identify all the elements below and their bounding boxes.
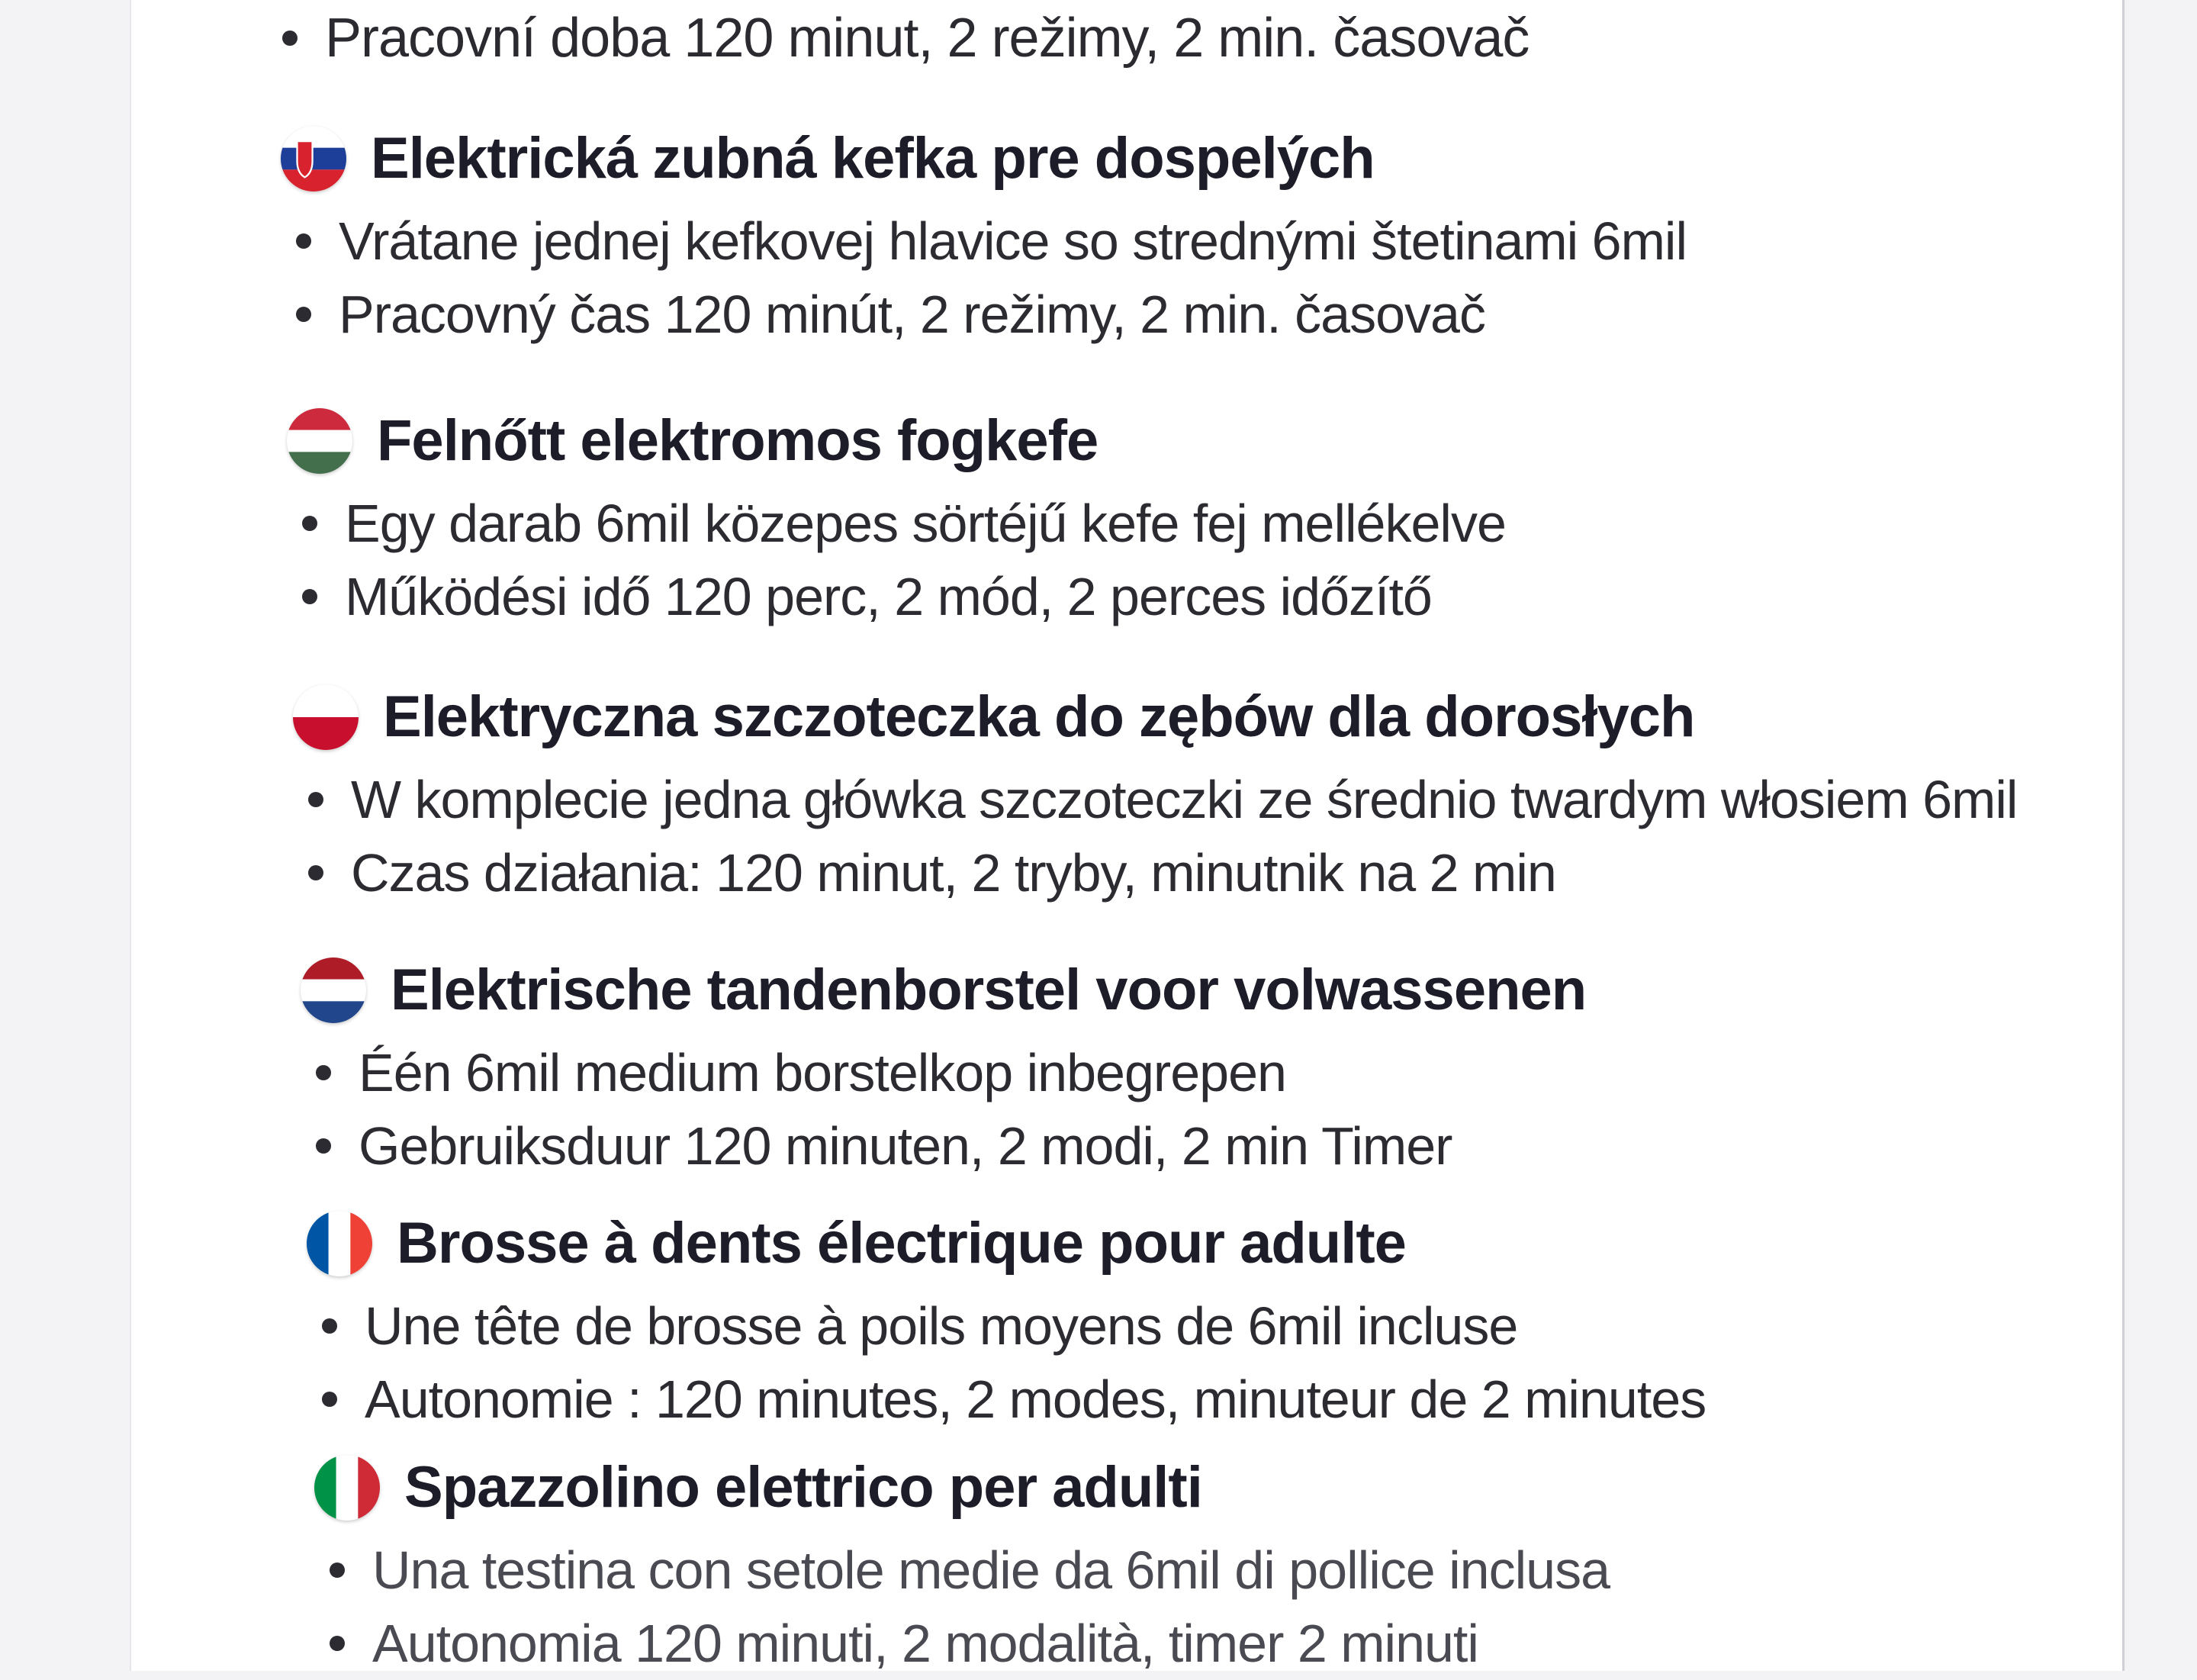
bullet	[308, 865, 323, 880]
section-slovak	[281, 121, 1687, 351]
item-text: Une tête de brosse à poils moyens de 6mil incluse	[365, 1296, 1518, 1356]
list-item	[308, 763, 2017, 836]
item-text: Autonomia 120 minuti, 2 modalità, timer 2 minuti	[372, 1614, 1478, 1673]
item-text: Autonomie : 120 minutes, 2 modes, minuteur de 2 minutes	[365, 1369, 1706, 1429]
item-text: Gebruiksduur 120 minuten, 2 modi, 2 min Timer	[359, 1116, 1452, 1176]
section-heading: Elektryczna szczoteczka do zębów dla dorosłych	[383, 684, 1695, 749]
section-heading: Spazzolino elettrico per adulti	[404, 1455, 1202, 1520]
section-hungarian	[287, 403, 1506, 633]
poland-flag-icon	[293, 684, 359, 750]
item-text: Czas działania: 120 minut, 2 tryby, minutnik na 2 min	[351, 843, 1556, 903]
section-dutch	[301, 952, 1586, 1183]
list-item	[308, 836, 2017, 909]
list-item	[330, 1534, 1610, 1607]
hungary-flag-icon	[287, 408, 352, 474]
item-text: W komplecie jedna główka szczoteczki ze średnio twardym włosiem 6mil	[351, 770, 2018, 829]
item-text: Egy darab 6mil közepes sörtéjű kefe fej mellékelve	[345, 494, 1506, 553]
bullet	[296, 307, 311, 322]
bullet	[330, 1636, 345, 1651]
bullet	[316, 1138, 331, 1154]
section-heading: Elektrická zubná kefka pre dospelých	[371, 126, 1375, 191]
section-heading: Felnőtt elektromos fogkefe	[377, 408, 1098, 473]
section-polish	[293, 679, 2017, 909]
section-french	[307, 1205, 1706, 1436]
section-heading: Brosse à dents électrique pour adulte	[397, 1211, 1406, 1276]
bullet	[296, 233, 311, 249]
item-text: Vrátane jednej kefkovej hlavice so strednými štetinami 6mil	[339, 211, 1687, 271]
section-heading: Elektrische tandenborstel voor volwassenen	[391, 957, 1587, 1022]
list-item	[316, 1109, 1586, 1183]
list-item	[322, 1363, 1706, 1436]
bullet	[302, 589, 317, 604]
item-text: Één 6mil medium borstelkop inbegrepen	[359, 1043, 1286, 1102]
bullet	[282, 31, 298, 46]
list-item	[302, 560, 1506, 633]
bullet	[302, 516, 317, 531]
netherlands-flag-icon	[301, 957, 366, 1023]
france-flag-icon	[307, 1211, 372, 1276]
bullet	[322, 1392, 337, 1407]
item-text: Működési idő 120 perc, 2 mód, 2 perces időzítő	[345, 567, 1432, 626]
bullet	[330, 1563, 345, 1578]
item-text: Una testina con setole medie da 6mil di pollice inclusa	[372, 1540, 1610, 1600]
list-item	[296, 204, 1687, 278]
list-item	[296, 278, 1687, 351]
item-text: Pracovný čas 120 minút, 2 režimy, 2 min. časovač	[339, 285, 1485, 344]
item-text: Pracovní doba 120 minut, 2 režimy, 2 min. časovač	[325, 8, 1530, 69]
list-item	[302, 487, 1506, 560]
bullet	[308, 792, 323, 807]
section-italian	[314, 1450, 1610, 1680]
bullet	[322, 1318, 337, 1334]
list-item	[316, 1036, 1586, 1109]
bullet	[316, 1065, 331, 1080]
italy-flag-icon	[314, 1455, 380, 1521]
list-item	[330, 1607, 1610, 1680]
slovakia-flag-icon	[281, 126, 346, 191]
list-item	[322, 1289, 1706, 1363]
top-list-item	[282, 8, 1530, 69]
